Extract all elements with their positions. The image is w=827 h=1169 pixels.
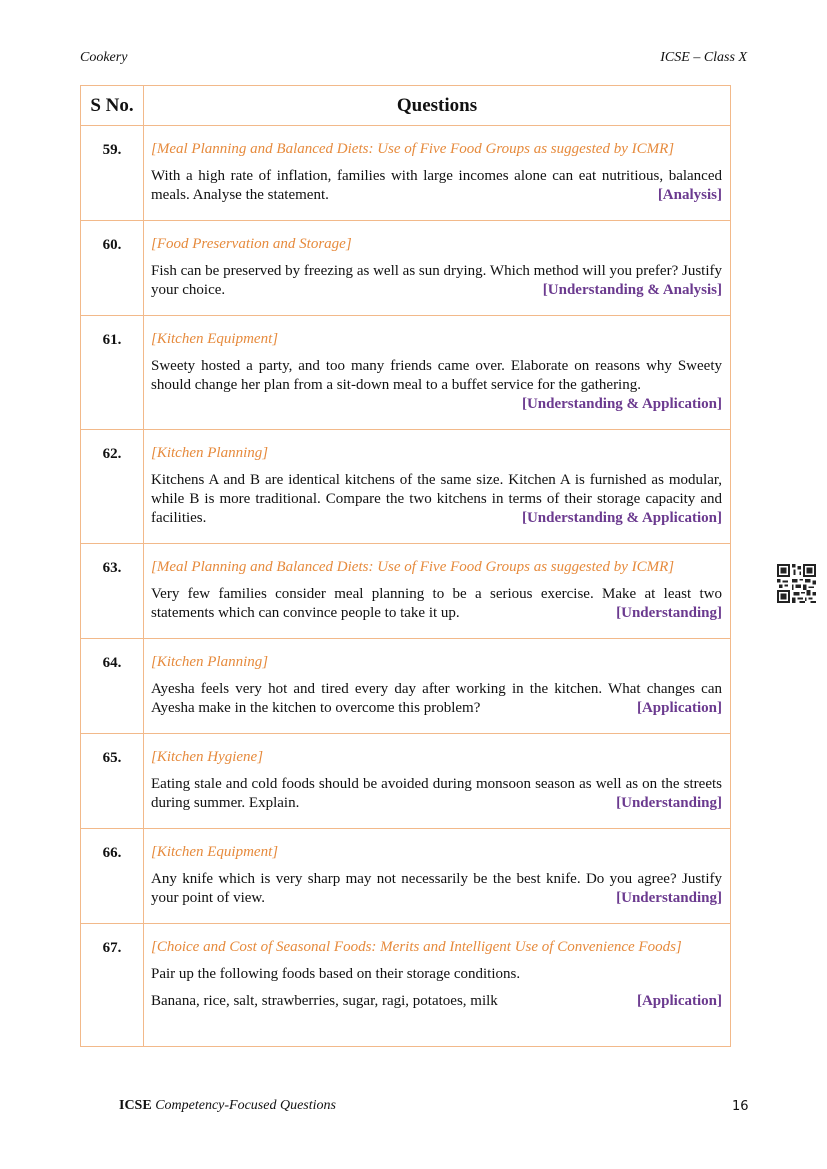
footer-subtitle: Competency-Focused Questions xyxy=(155,1098,336,1113)
question-skill-tag: [Understanding & Application] xyxy=(521,510,722,526)
question-topic: [Meal Planning and Balanced Diets: Use of Five Food Groups as suggested by ICMR] xyxy=(151,141,675,157)
question-topic: [Kitchen Equipment] xyxy=(151,331,279,347)
question-skill-tag: [Application] xyxy=(636,993,722,1009)
question-text xyxy=(151,870,722,908)
question-text-food-list xyxy=(151,992,722,1011)
question-text xyxy=(151,775,722,813)
questions-table xyxy=(80,85,731,1047)
question-body: Eating stale and cold foods should be avoided during monsoon season as well as on the streets during summer. Explain. xyxy=(151,776,722,811)
qr-code-icon xyxy=(777,564,816,603)
question-skill-tag: [Understanding & Application] xyxy=(521,396,722,412)
col-questions-header: Questions xyxy=(144,86,731,126)
question-number: 60. xyxy=(81,221,144,316)
table-row xyxy=(81,734,731,829)
table-row xyxy=(81,639,731,734)
header-class: ICSE – Class X xyxy=(660,50,747,65)
question-topic: [Food Preservation and Storage] xyxy=(151,236,352,252)
question-body: Ayesha feels very hot and tired every day after working in the kitchen. What changes can Ayesha make in the kitchen to overcome this problem? xyxy=(151,681,722,716)
question-text xyxy=(151,167,722,205)
col-sno-header: S No. xyxy=(81,86,144,126)
question-cell xyxy=(144,544,731,639)
question-cell xyxy=(144,639,731,734)
question-cell xyxy=(144,924,731,1047)
question-number: 63. xyxy=(81,544,144,639)
question-number: 61. xyxy=(81,316,144,430)
question-text xyxy=(151,680,722,718)
header-subject: Cookery xyxy=(80,50,128,65)
question-cell xyxy=(144,126,731,221)
question-body: Very few families consider meal planning to be a serious exercise. Make at least two statements which can convince people to take it up. xyxy=(151,586,722,621)
question-cell xyxy=(144,734,731,829)
question-number: 67. xyxy=(81,924,144,1047)
footer-title xyxy=(119,1098,336,1114)
table-row xyxy=(81,829,731,924)
question-skill-tag: [Understanding] xyxy=(616,890,722,906)
table-row xyxy=(81,316,731,430)
question-body: Any knife which is very sharp may not necessarily be the best knife. Do you agree? Justify your point of view. xyxy=(151,871,722,906)
question-topic: [Kitchen Equipment] xyxy=(151,844,279,860)
question-body: Sweety hosted a party, and too many friends came over. Elaborate on reasons why Sweety should change her plan from a sit-down meal to a buffet service for the gathering. xyxy=(151,358,722,393)
question-cell xyxy=(144,829,731,924)
question-skill-tag: [Understanding & Analysis] xyxy=(542,282,722,298)
question-cell xyxy=(144,316,731,430)
question-body: With a high rate of inflation, families with large incomes alone can eat nutritious, balanced meals. Analyse the statement. xyxy=(151,168,722,203)
question-body: Fish can be preserved by freezing as well as sun drying. Which method will you prefer? Justify your choice. xyxy=(151,263,722,298)
question-topic: [Kitchen Hygiene] xyxy=(151,749,264,765)
question-text xyxy=(151,585,722,623)
question-text xyxy=(151,357,722,412)
question-skill-tag: [Understanding] xyxy=(616,605,722,621)
table-header-row xyxy=(81,86,731,126)
question-topic: [Kitchen Planning] xyxy=(151,445,269,461)
question-topic: [Choice and Cost of Seasonal Foods: Merits and Intelligent Use of Convenience Foods] xyxy=(151,939,682,955)
question-topic: [Meal Planning and Balanced Diets: Use of Five Food Groups as suggested by ICMR] xyxy=(151,559,675,575)
question-text xyxy=(151,471,722,528)
question-text: Pair up the following foods based on their storage conditions. xyxy=(151,966,521,982)
page-number: 16 xyxy=(732,1099,749,1114)
question-body: Kitchens A and B are identical kitchens of the same size. Kitchen A is furnished as modular, while B is more traditional. Compare the two kitchens in terms of their storage capacity and facilities. xyxy=(151,472,722,526)
question-number: 64. xyxy=(81,639,144,734)
question-cell xyxy=(144,221,731,316)
table-row xyxy=(81,126,731,221)
question-number: 65. xyxy=(81,734,144,829)
table-row xyxy=(81,221,731,316)
question-cell xyxy=(144,430,731,544)
question-skill-tag: [Understanding] xyxy=(616,795,722,811)
question-number: 59. xyxy=(81,126,144,221)
question-skill-tag: [Application] xyxy=(636,700,722,716)
table-row xyxy=(81,544,731,639)
table-row xyxy=(81,430,731,544)
table-row xyxy=(81,924,731,1047)
question-text xyxy=(151,262,722,300)
footer-brand: ICSE xyxy=(119,1098,152,1113)
question-topic: [Kitchen Planning] xyxy=(151,654,269,670)
question-body: Banana, rice, salt, strawberries, sugar, ragi, potatoes, milk xyxy=(151,993,498,1009)
question-skill-tag: [Analysis] xyxy=(657,187,722,203)
question-number: 62. xyxy=(81,430,144,544)
question-number: 66. xyxy=(81,829,144,924)
